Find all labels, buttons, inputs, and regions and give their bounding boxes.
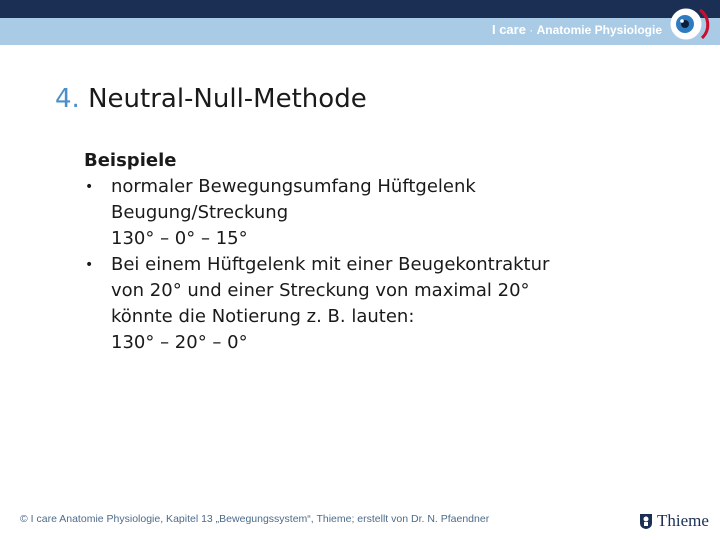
list-line: normaler Bewegungsumfang Hüftgelenk [111,176,476,197]
list-line: könnte die Notierung z. B. lauten: [111,306,415,327]
list-line: Beugung/Streckung [111,202,289,223]
eye-logo-icon [666,4,710,44]
publisher-name: Thieme [657,511,709,530]
bullet-icon: • [85,257,94,273]
thieme-seal-icon [638,512,654,530]
brand-separator: · [529,23,534,37]
publisher-logo [638,510,709,532]
list-line: 130° – 0° – 15° [111,228,248,249]
header-dark-band [0,0,720,18]
slide-content [84,148,644,356]
title-text: Neutral-Null-Methode [88,84,367,114]
list-item [84,174,644,252]
list-line: Bei einem Hüftgelenk mit einer Beugekontraktur [111,254,550,275]
bullet-icon: • [85,179,94,195]
list-line: von 20° und einer Streckung von maximal 20° [111,280,530,301]
title-number: 4. [55,84,80,114]
list-line: 130° – 20° – 0° [111,332,248,353]
list-item [84,252,644,356]
footer-copyright: © I care Anatomie Physiologie, Kapitel 13 „Bewegungssystem“, Thieme; erstellt von Dr. N. Pfaendner [20,513,490,525]
brand-secondary: Anatomie Physiologie [536,23,662,37]
brand-wordmark [492,22,662,37]
page-title [55,84,367,114]
brand-primary: I care [491,22,526,37]
content-heading: Beispiele [84,150,177,171]
